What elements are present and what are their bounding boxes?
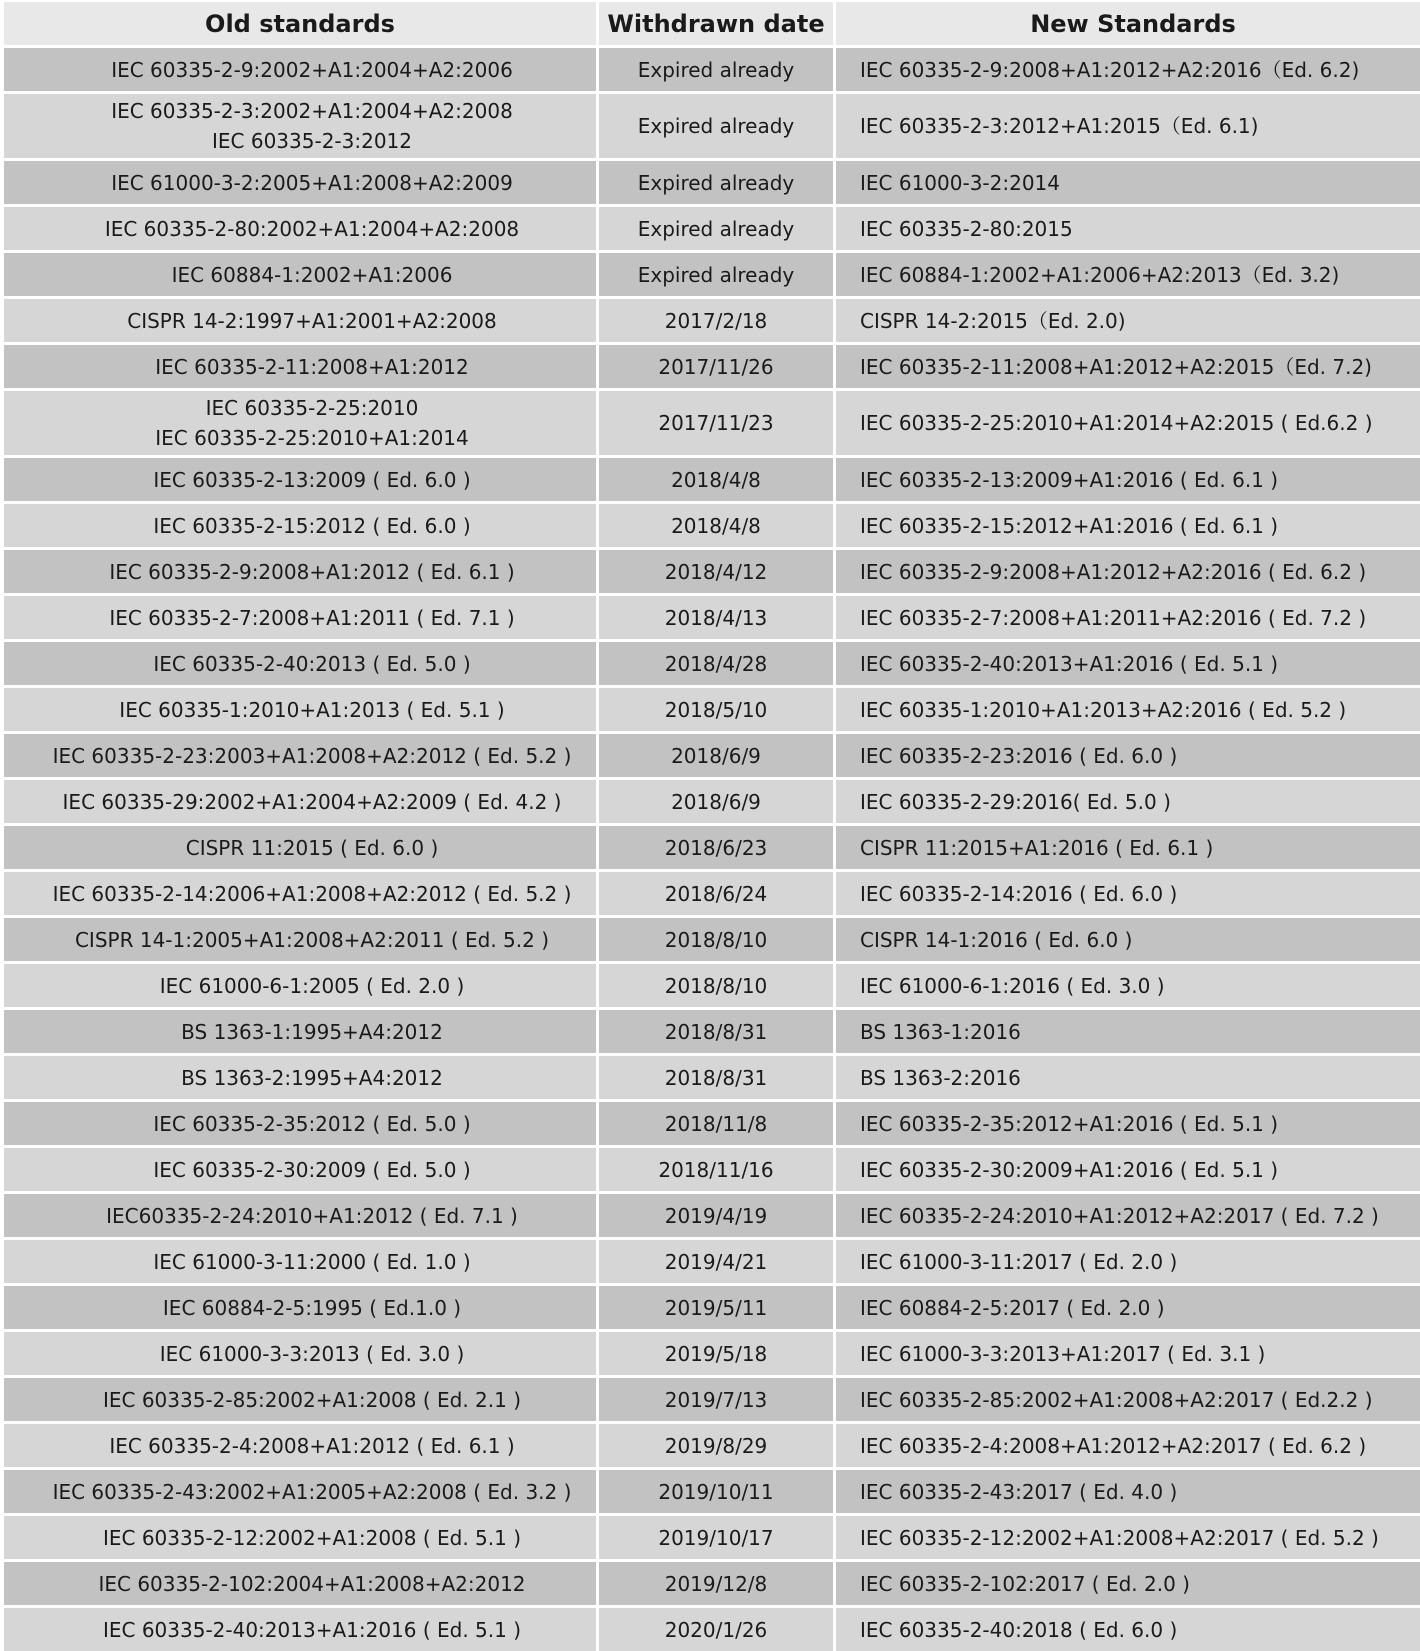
withdrawn-date-cell: 2018/4/8	[599, 504, 833, 547]
old-standard-text: IEC 61000-3-3:2013 ( Ed. 3.0 )	[159, 1341, 465, 1366]
old-standard-cell	[4, 1056, 596, 1099]
new-standard-cell: IEC 60335-2-7:2008+A1:2011+A2:2016 ( Ed. 7.2 )	[836, 596, 1420, 639]
old-standard-cell	[4, 1240, 596, 1283]
withdrawn-date-cell: Expired already	[599, 207, 833, 250]
old-standard-cell	[4, 1516, 596, 1559]
withdrawn-date-cell: 2018/11/16	[599, 1148, 833, 1191]
old-standard-text: IEC 60335-2-9:2008+A1:2012 ( Ed. 6.1 )	[109, 559, 515, 584]
old-standard-cell	[4, 161, 596, 204]
withdrawn-date-cell: 2018/4/12	[599, 550, 833, 593]
new-standard-cell: IEC 60335-2-9:2008+A1:2012+A2:2016 ( Ed. 6.2 )	[836, 550, 1420, 593]
old-standard-text: IEC 60335-2-9:2002+A1:2004+A2:2006	[111, 57, 513, 82]
old-standard-cell	[4, 1102, 596, 1145]
old-standard-cell	[4, 391, 596, 455]
withdrawn-date-cell: Expired already	[599, 48, 833, 91]
withdrawn-date-cell: 2018/8/10	[599, 964, 833, 1007]
old-standard-cell	[4, 1010, 596, 1053]
old-standard-cell	[4, 504, 596, 547]
withdrawn-date-cell: 2018/5/10	[599, 688, 833, 731]
old-standard-text: IEC 60335-2-12:2002+A1:2008 ( Ed. 5.1 )	[102, 1525, 522, 1550]
old-standard-text: IEC 60335-1:2010+A1:2013 ( Ed. 5.1 )	[119, 697, 505, 722]
new-standard-cell: IEC 60335-2-11:2008+A1:2012+A2:2015（Ed. 7.2)	[836, 345, 1420, 388]
new-standard-cell: IEC 60335-2-25:2010+A1:2014+A2:2015 ( Ed.6.2 )	[836, 391, 1420, 455]
old-standard-text: IEC 60335-2-3:2002+A1:2004+A2:2008	[111, 99, 513, 123]
new-standard-cell: IEC 61000-3-3:2013+A1:2017 ( Ed. 3.1 )	[836, 1332, 1420, 1375]
old-standard-cell	[4, 642, 596, 685]
new-standard-cell: IEC 60335-2-29:2016( Ed. 5.0 )	[836, 780, 1420, 823]
old-standard-text: BS 1363-1:1995+A4:2012	[181, 1019, 443, 1044]
new-standard-cell: IEC 60335-2-35:2012+A1:2016 ( Ed. 5.1 )	[836, 1102, 1420, 1145]
withdrawn-date-cell: 2017/11/23	[599, 391, 833, 455]
withdrawn-date-cell: 2018/4/13	[599, 596, 833, 639]
old-standard-text: IEC60335-2-24:2010+A1:2012 ( Ed. 7.1 )	[106, 1203, 518, 1228]
old-standard-text: IEC 60335-2-40:2013+A1:2016 ( Ed. 5.1 )	[102, 1617, 522, 1642]
old-standard-cell	[4, 872, 596, 915]
withdrawn-date-cell: 2018/11/8	[599, 1102, 833, 1145]
old-standard-cell	[4, 299, 596, 342]
new-standard-cell: IEC 61000-6-1:2016 ( Ed. 3.0 )	[836, 964, 1420, 1007]
withdrawn-date-cell: 2017/11/26	[599, 345, 833, 388]
old-standard-text: IEC 60335-2-30:2009 ( Ed. 5.0 )	[153, 1157, 471, 1182]
old-standard-text: IEC 60335-2-13:2009 ( Ed. 6.0 )	[153, 467, 471, 492]
withdrawn-date-cell: 2018/4/8	[599, 458, 833, 501]
old-standard-cell	[4, 94, 596, 158]
withdrawn-date-cell: 2019/5/11	[599, 1286, 833, 1329]
old-standard-text: CISPR 14-2:1997+A1:2001+A2:2008	[127, 308, 497, 333]
new-standard-cell: CISPR 14-1:2016 ( Ed. 6.0 )	[836, 918, 1420, 961]
withdrawn-date-cell: Expired already	[599, 94, 833, 158]
new-standard-cell: IEC 60335-2-23:2016 ( Ed. 6.0 )	[836, 734, 1420, 777]
old-standard-text: IEC 60335-2-35:2012 ( Ed. 5.0 )	[153, 1111, 471, 1136]
old-standard-cell	[4, 918, 596, 961]
old-standard-text: IEC 60335-2-102:2004+A1:2008+A2:2012	[98, 1571, 526, 1596]
old-standard-text: IEC 60335-2-85:2002+A1:2008 ( Ed. 2.1 )	[102, 1387, 522, 1412]
old-standard-text: BS 1363-2:1995+A4:2012	[181, 1065, 443, 1090]
new-standard-cell: IEC 60335-2-30:2009+A1:2016 ( Ed. 5.1 )	[836, 1148, 1420, 1191]
old-standard-cell	[4, 1194, 596, 1237]
old-standard-cell	[4, 458, 596, 501]
old-standard-text: IEC 60335-2-14:2006+A1:2008+A2:2012 ( Ed. 5.2 )	[52, 881, 572, 906]
old-standard-cell	[4, 596, 596, 639]
new-standard-cell: IEC 60335-2-85:2002+A1:2008+A2:2017 ( Ed.2.2 )	[836, 1378, 1420, 1421]
new-standard-cell: CISPR 14-2:2015（Ed. 2.0)	[836, 299, 1420, 342]
old-standard-text: IEC 60335-2-3:2012	[212, 129, 412, 153]
old-standard-cell	[4, 826, 596, 869]
old-standard-text: IEC 60335-2-15:2012 ( Ed. 6.0 )	[153, 513, 471, 538]
old-standard-text: IEC 61000-6-1:2005 ( Ed. 2.0 )	[159, 973, 465, 998]
old-standard-text: IEC 60335-2-25:2010+A1:2014	[155, 426, 469, 450]
new-standard-cell: IEC 61000-3-2:2014	[836, 161, 1420, 204]
old-standard-text: IEC 60335-2-23:2003+A1:2008+A2:2012 ( Ed. 5.2 )	[52, 743, 572, 768]
old-standard-cell	[4, 1608, 596, 1651]
old-standard-text: IEC 60884-2-5:1995 ( Ed.1.0 )	[162, 1295, 462, 1320]
new-standard-cell: IEC 60884-2-5:2017 ( Ed. 2.0 )	[836, 1286, 1420, 1329]
withdrawn-date-cell: 2018/6/23	[599, 826, 833, 869]
old-standard-text: IEC 60335-2-4:2008+A1:2012 ( Ed. 6.1 )	[109, 1433, 515, 1458]
header-new-standards: New Standards	[836, 2, 1420, 45]
withdrawn-date-cell: 2019/7/13	[599, 1378, 833, 1421]
old-standard-text: IEC 60335-2-40:2013 ( Ed. 5.0 )	[153, 651, 471, 676]
old-standard-text: IEC 60335-29:2002+A1:2004+A2:2009 ( Ed. 4.2 )	[62, 789, 562, 814]
old-standard-text: CISPR 14-1:2005+A1:2008+A2:2011 ( Ed. 5.2 )	[74, 927, 550, 952]
new-standard-cell: IEC 60335-2-15:2012+A1:2016 ( Ed. 6.1 )	[836, 504, 1420, 547]
withdrawn-date-cell: 2019/8/29	[599, 1424, 833, 1467]
withdrawn-date-cell: 2019/10/11	[599, 1470, 833, 1513]
old-standard-cell	[4, 1562, 596, 1605]
new-standard-cell: IEC 60335-2-102:2017 ( Ed. 2.0 )	[836, 1562, 1420, 1605]
old-standard-cell	[4, 734, 596, 777]
old-standard-text: IEC 60335-2-11:2008+A1:2012	[155, 354, 469, 379]
new-standard-cell: IEC 60335-1:2010+A1:2013+A2:2016 ( Ed. 5.2 )	[836, 688, 1420, 731]
withdrawn-date-cell: 2017/2/18	[599, 299, 833, 342]
withdrawn-date-cell: 2019/5/18	[599, 1332, 833, 1375]
header-withdrawn-date: Withdrawn date	[599, 2, 833, 45]
old-standard-cell	[4, 1424, 596, 1467]
withdrawn-date-cell: 2019/4/21	[599, 1240, 833, 1283]
withdrawn-date-cell: 2019/4/19	[599, 1194, 833, 1237]
header-old-standards: Old standards	[4, 2, 596, 45]
withdrawn-date-cell: 2018/6/9	[599, 780, 833, 823]
old-standard-cell	[4, 550, 596, 593]
new-standard-cell: IEC 60335-2-12:2002+A1:2008+A2:2017 ( Ed. 5.2 )	[836, 1516, 1420, 1559]
new-standard-cell: IEC 60335-2-9:2008+A1:2012+A2:2016（Ed. 6.2)	[836, 48, 1420, 91]
old-standard-text: IEC 61000-3-2:2005+A1:2008+A2:2009	[111, 170, 513, 195]
old-standard-cell	[4, 1286, 596, 1329]
old-standard-cell	[4, 1148, 596, 1191]
withdrawn-date-cell: Expired already	[599, 161, 833, 204]
new-standard-cell: IEC 60884-1:2002+A1:2006+A2:2013（Ed. 3.2)	[836, 253, 1420, 296]
old-standard-cell	[4, 1378, 596, 1421]
old-standard-cell	[4, 1470, 596, 1513]
new-standard-cell: BS 1363-1:2016	[836, 1010, 1420, 1053]
old-standard-cell	[4, 688, 596, 731]
old-standard-text: IEC 61000-3-11:2000 ( Ed. 1.0 )	[153, 1249, 471, 1274]
new-standard-cell: IEC 60335-2-80:2015	[836, 207, 1420, 250]
new-standard-cell: IEC 60335-2-40:2018 ( Ed. 6.0 )	[836, 1608, 1420, 1651]
new-standard-cell: IEC 60335-2-3:2012+A1:2015（Ed. 6.1)	[836, 94, 1420, 158]
old-standard-text: IEC 60335-2-7:2008+A1:2011 ( Ed. 7.1 )	[109, 605, 515, 630]
old-standard-text: IEC 60335-2-80:2002+A1:2004+A2:2008	[104, 216, 520, 241]
old-standard-cell	[4, 207, 596, 250]
withdrawn-date-cell: 2020/1/26	[599, 1608, 833, 1651]
withdrawn-date-cell: 2018/8/31	[599, 1056, 833, 1099]
new-standard-cell: IEC 60335-2-40:2013+A1:2016 ( Ed. 5.1 )	[836, 642, 1420, 685]
old-standard-cell	[4, 964, 596, 1007]
withdrawn-date-cell: 2018/6/24	[599, 872, 833, 915]
new-standard-cell: IEC 60335-2-43:2017 ( Ed. 4.0 )	[836, 1470, 1420, 1513]
old-standard-text: IEC 60335-2-25:2010	[205, 396, 419, 420]
old-standard-text: CISPR 11:2015 ( Ed. 6.0 )	[185, 835, 439, 860]
new-standard-cell: IEC 60335-2-14:2016 ( Ed. 6.0 )	[836, 872, 1420, 915]
new-standard-cell: CISPR 11:2015+A1:2016 ( Ed. 6.1 )	[836, 826, 1420, 869]
new-standard-cell: IEC 60335-2-13:2009+A1:2016 ( Ed. 6.1 )	[836, 458, 1420, 501]
old-standard-cell	[4, 253, 596, 296]
old-standard-text: IEC 60335-2-43:2002+A1:2005+A2:2008 ( Ed. 3.2 )	[52, 1479, 572, 1504]
old-standard-cell	[4, 1332, 596, 1375]
withdrawn-date-cell: 2018/4/28	[599, 642, 833, 685]
old-standard-cell	[4, 780, 596, 823]
new-standard-cell: IEC 61000-3-11:2017 ( Ed. 2.0 )	[836, 1240, 1420, 1283]
withdrawn-date-cell: Expired already	[599, 253, 833, 296]
old-standard-text: IEC 60884-1:2002+A1:2006	[171, 262, 453, 287]
old-standard-cell	[4, 345, 596, 388]
withdrawn-date-cell: 2019/10/17	[599, 1516, 833, 1559]
withdrawn-date-cell: 2019/12/8	[599, 1562, 833, 1605]
new-standard-cell: IEC 60335-2-4:2008+A1:2012+A2:2017 ( Ed. 6.2 )	[836, 1424, 1420, 1467]
withdrawn-date-cell: 2018/6/9	[599, 734, 833, 777]
withdrawn-date-cell: 2018/8/31	[599, 1010, 833, 1053]
new-standard-cell: BS 1363-2:2016	[836, 1056, 1420, 1099]
withdrawn-date-cell: 2018/8/10	[599, 918, 833, 961]
new-standard-cell: IEC 60335-2-24:2010+A1:2012+A2:2017 ( Ed. 7.2 )	[836, 1194, 1420, 1237]
old-standard-cell	[4, 48, 596, 91]
